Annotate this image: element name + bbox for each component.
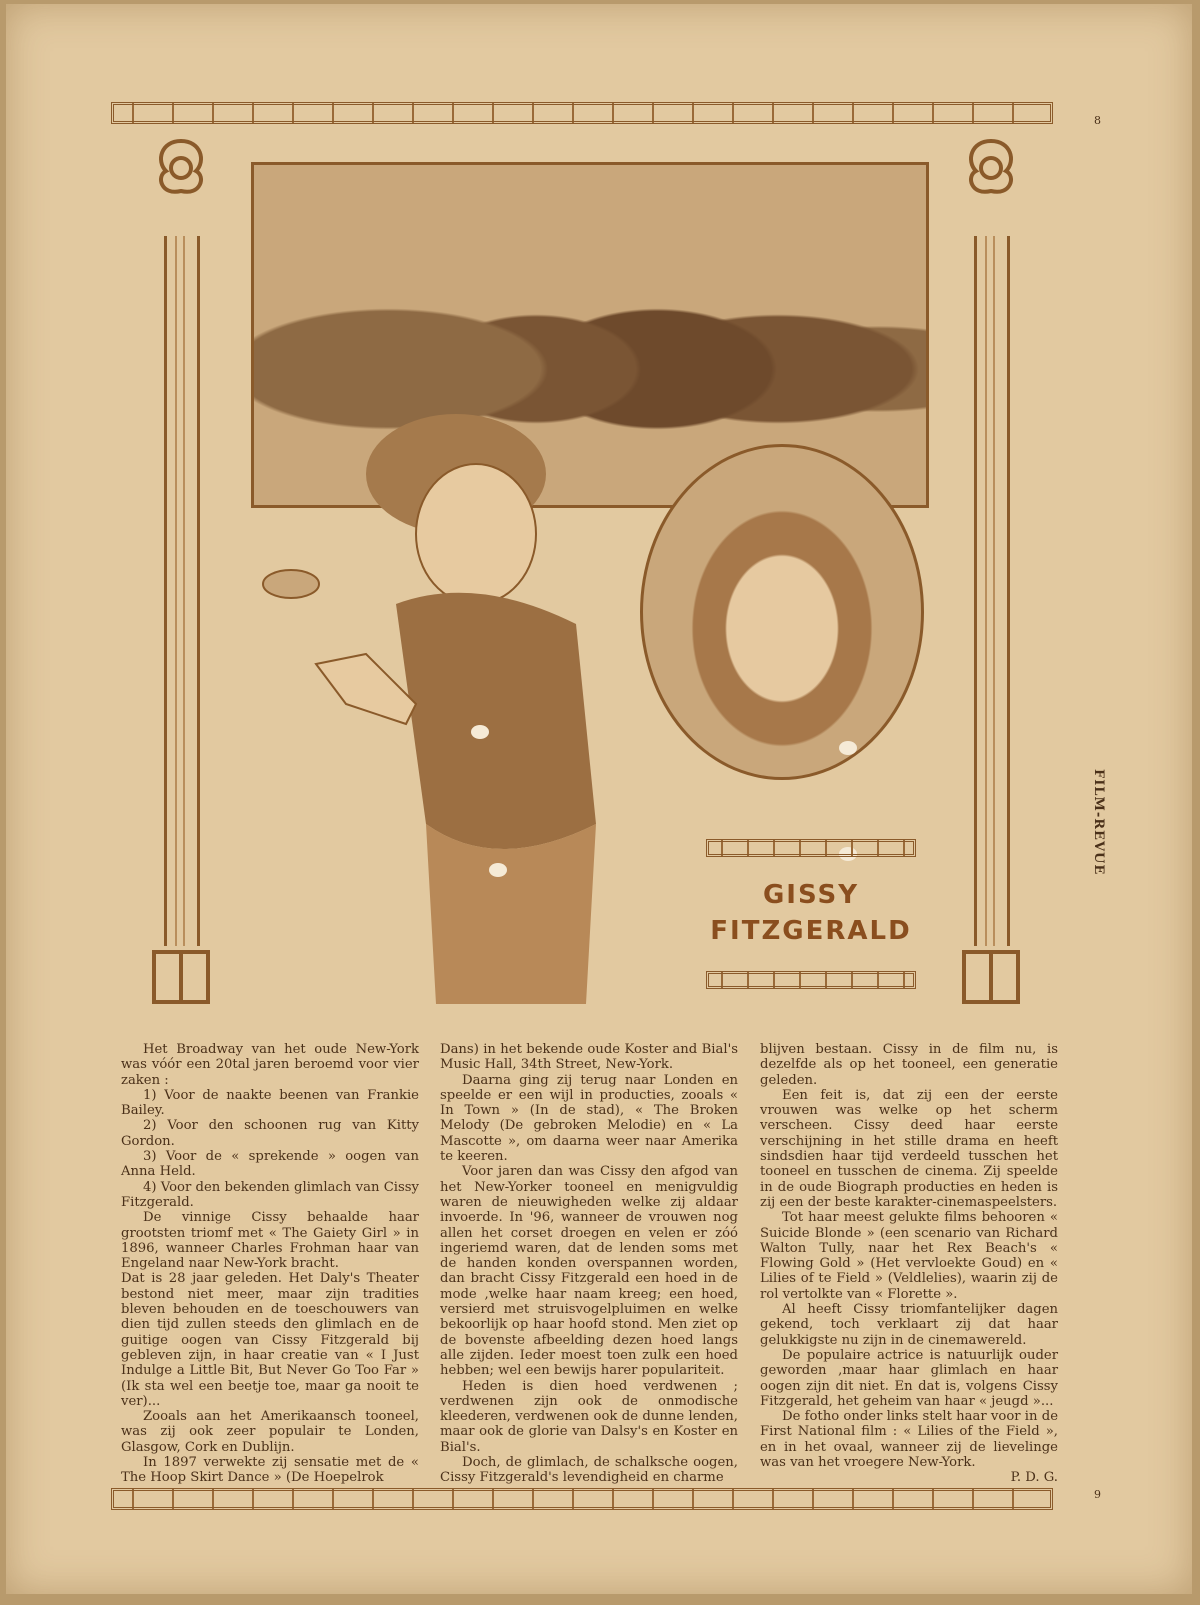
- left-pillar: [164, 236, 200, 946]
- signature: P. D. G.: [1010, 1470, 1058, 1486]
- paragraph: blijven bestaan. Cissy in de film nu, is dezelfde als op het tooneel, een generatie geleden.: [760, 1042, 1058, 1088]
- paragraph: De fotho onder links stelt haar voor in de First National film : « Lilies of the Field », en in het ovaal, wanneer zij de lievelinge was van het vroegere New-York.: [760, 1409, 1058, 1471]
- publication-name: FILM-REVUE: [1091, 769, 1106, 876]
- punch-hole: [471, 725, 489, 739]
- title-top-ornament: [706, 839, 916, 857]
- page-number-top: 8: [1094, 114, 1101, 127]
- paragraph: 1) Voor de naakte beenen van Frankie Bailey.: [121, 1087, 419, 1119]
- paragraph: De populaire actrice is natuurlijk ouder geworden ,maar haar glimlach en haar oogen zijn dit niet. En dat is, volgens Cissy Fitzgerald, het geheim van haar « jeugd »...: [760, 1347, 1058, 1409]
- right-pillar: [974, 236, 1010, 946]
- paragraph: Heden is dien hoed verdwenen ; verdwenen zijn ook de onmodische kleederen, verdwenen ook de dunne lenden, maar ook de glorie van Dalsy's en Koster en Bial's.: [440, 1378, 738, 1455]
- paragraph: Dat is 28 jaar geleden. Het Daly's Theater bestond niet meer, maar zijn tradities bleven behouden en de toeschouwers van dien tijd zullen steeds den glimlach en de guitige oogen van Cissy Fitzgerald bij gebleven zijn, in haar creatie van « I Just Indulge a Little Bit, But Never Go Too Far » (Ik sta wel een beetje toe, maar ga nooit te ver)...: [121, 1271, 419, 1409]
- paragraph: Dans) in het bekende oude Koster and Bial's Music Hall, 34th Street, New-York.: [440, 1042, 738, 1073]
- bottom-ornament-band: [111, 1488, 1053, 1510]
- article-column-2: [440, 1042, 738, 1486]
- oval-portrait: [640, 444, 924, 780]
- article-column-1: [121, 1042, 419, 1486]
- paragraph: Al heeft Cissy triomfantelijker dagen gekend, toch verklaart zij dat haar gelukkigste nu zijn in de cinemawereld.: [760, 1302, 1058, 1348]
- title-bottom-ornament: [706, 971, 916, 989]
- paragraph: Daarna ging zij terug naar Londen en speelde er een wijl in producties, zooals « In Town » (In de stad), « The Broken Melody (De gebroken Melodie) en « La Mascotte », om daarna weer naar Amerika te keeren.: [440, 1072, 738, 1165]
- punch-hole: [839, 741, 857, 755]
- top-ornament-band: [111, 102, 1053, 124]
- paragraph: Voor jaren dan was Cissy den afgod van het New-Yorker tooneel en menigvuldig waren de nieuwigheden welke zij aldaar invoerde. In '96, wanneer de vrouwen nog allen het corset droegen en velen er zóó ingeriemd waren, dat de lenden soms met de handen konden overspannen worden, dan bracht Cissy Fitzgerald een hoed in de mode ,welke haar naam kreeg; een hoed, versierd met struisvogelpluimen en welke bekoorlijk op haar hoofd stond. Men ziet op de bovenste afbeelding dezen hoed langs alle zijden. Ieder moest toen zulk een hoed hebben; wel een bewijs harer populariteit.: [440, 1164, 738, 1379]
- article-column-3: [760, 1042, 1058, 1486]
- page-number-bottom: 9: [1094, 1488, 1101, 1501]
- left-pillar-base-icon: [146, 944, 216, 1014]
- paragraph: Tot haar meest gelukte films behooren « Suicide Blonde » (een scenario van Richard Walton Tully, naar het Rex Beach's « Flowing Gold » (Het vervloekte Goud) en « Lilies of te Field » (Veldlelies), waarin zij de rol vertolkte van « Florette ».: [760, 1210, 1058, 1302]
- right-pillar-ornament-icon: [956, 136, 1026, 206]
- right-pillar-base-icon: [956, 944, 1026, 1014]
- main-portrait-illustration: [256, 404, 676, 1024]
- paragraph: Zooals aan het Amerikaansch tooneel, was zij ook zeer populair te Londen, Glasgow, Cork en Dublijn.: [121, 1409, 419, 1455]
- paragraph: 4) Voor den bekenden glimlach van Cissy Fitzgerald.: [121, 1179, 419, 1210]
- paragraph: In 1897 verwekte zij sensatie met de « The Hoop Skirt Dance » (De Hoepelrok: [121, 1455, 419, 1486]
- punch-hole: [489, 863, 507, 877]
- title-line-1: GISSY: [762, 880, 860, 910]
- paragraph: Het Broadway van het oude New-York was vóór een 20tal jaren beroemd voor vier zaken :: [121, 1042, 419, 1088]
- magazine-page: [6, 4, 1192, 1594]
- paragraph: Doch, de glimlach, de schalksche oogen, Cissy Fitzgerald's levendigheid en charme: [440, 1455, 738, 1486]
- paragraph: De vinnige Cissy behaalde haar grootsten triomf met « The Gaiety Girl » in 1896, wanneer Charles Frohman haar van Engeland naar New-York bracht.: [121, 1210, 419, 1272]
- left-pillar-ornament-icon: [146, 136, 216, 206]
- title-block: [696, 839, 926, 989]
- paragraph: 3) Voor de « sprekende » oogen van Anna Held.: [121, 1149, 419, 1180]
- paragraph: 2) Voor den schoonen rug van Kitty Gordon.: [121, 1118, 419, 1149]
- title-line-2: FITZGERALD: [710, 916, 912, 946]
- paragraph: Een feit is, dat zij een der eerste vrouwen was welke op het scherm verscheen. Cissy deed haar eerste verschijning in het stille drama en heeft sindsdien haar tijd verdeeld tusschen het tooneel en tusschen de cinema. Zij speelde in de oude Biograph producties en heden is zij een der beste karakter-cinemaspeelsters.: [760, 1087, 1058, 1210]
